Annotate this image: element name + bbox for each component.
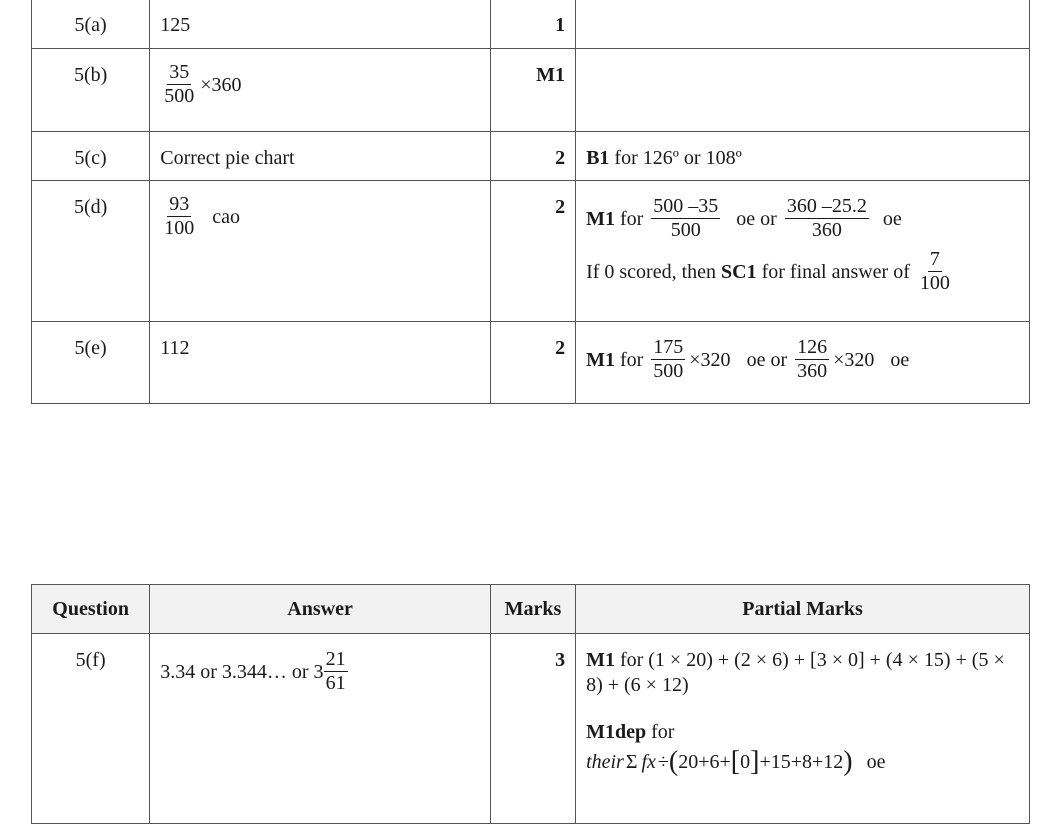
denominator: 100: [164, 217, 195, 239]
answer-text: 3.34 or 3.344… or 3: [160, 660, 324, 683]
answer-text: 125: [160, 14, 191, 36]
partial-marks-cell: [576, 322, 1030, 404]
marks-value: 2: [555, 147, 566, 169]
partial-text: for: [646, 721, 675, 743]
question-cell: [32, 322, 150, 404]
denominator: 100: [919, 272, 950, 294]
question-cell: [32, 49, 150, 132]
partial-marks-cell: [576, 181, 1030, 322]
table-row: [32, 132, 1030, 181]
fraction: [918, 248, 952, 295]
partial-line-1: [586, 336, 1019, 383]
question-cell: [32, 181, 150, 322]
header-answer: Answer: [150, 585, 491, 634]
divide-symbol: ÷: [657, 751, 669, 773]
answer-fraction: [324, 648, 348, 695]
question-number: 5(c): [74, 147, 107, 169]
partial-text: for: [619, 348, 644, 371]
denominator: 360: [797, 360, 828, 382]
mark-scheme-table-2: [31, 584, 1030, 824]
answer-cell: [150, 634, 491, 824]
partial-marks-cell: [576, 634, 1030, 824]
partial-text: for (1 × 20) + (2 × 6) + [3 × 0] + (4 × 15) + (5 × 8) + (6 × 12): [586, 649, 1005, 696]
mark-code: M1dep: [586, 721, 647, 743]
header-partial-marks: Partial Marks: [576, 585, 1030, 634]
fraction: [651, 195, 720, 242]
multiplier: ×320: [689, 348, 731, 371]
marks-value: 2: [555, 196, 566, 218]
mark-code: M1: [586, 649, 615, 671]
partial-text: oe or: [746, 348, 788, 371]
partial-line-1: [586, 648, 1019, 698]
marks-value: 2: [555, 337, 566, 359]
header-marks: Marks: [490, 585, 575, 634]
right-paren: ): [843, 746, 853, 777]
marks-value: 3: [555, 649, 566, 671]
answer-fraction: [162, 193, 196, 240]
partial-text: their: [586, 751, 624, 773]
question-number: 5(e): [74, 337, 107, 359]
marks-value: M1: [536, 64, 566, 86]
marks-cell: [490, 0, 575, 49]
partial-line-2: [586, 248, 1019, 295]
partial-text: oe or: [736, 207, 777, 230]
answer-cell: [150, 132, 491, 181]
mark-code: SC1: [721, 260, 757, 283]
question-cell: [32, 0, 150, 49]
partial-text: fx: [641, 751, 656, 773]
numerator: 35: [169, 61, 190, 83]
mark-scheme-table-1: [31, 0, 1030, 404]
marks-cell: [490, 132, 575, 181]
partial-text: +15+8+12: [759, 751, 844, 773]
table-row: [32, 322, 1030, 404]
numerator: 21: [325, 648, 346, 670]
left-paren: (: [668, 746, 679, 777]
question-number: 5(d): [73, 196, 108, 218]
mark-code: M1: [586, 207, 615, 230]
left-bracket: [: [730, 746, 741, 777]
denominator: 61: [325, 672, 346, 694]
header-question: Question: [32, 585, 150, 634]
answer-text: Correct pie chart: [160, 147, 295, 169]
table-row: [32, 0, 1030, 49]
partial-text: 20+6+: [678, 751, 731, 773]
numerator: 500 –35: [653, 195, 719, 217]
marks-value: 1: [555, 14, 566, 36]
table-row: [32, 49, 1030, 132]
fraction: [651, 336, 685, 383]
answer-cell: [150, 322, 491, 404]
question-cell: [32, 634, 150, 824]
denominator: 500: [164, 85, 195, 107]
partial-text: for: [619, 207, 644, 230]
marks-cell: [490, 634, 575, 824]
partial-text: oe: [866, 751, 886, 773]
table-header-row: [32, 585, 1030, 634]
answer-multiplier: ×360: [200, 73, 242, 96]
marks-cell: [490, 322, 575, 404]
mark-code: B1: [586, 147, 610, 169]
sigma-symbol: Σ: [625, 751, 638, 773]
denominator: 360: [811, 219, 842, 241]
denominator: 500: [653, 360, 684, 382]
partial-marks-cell: [576, 0, 1030, 49]
answer-fraction: [162, 61, 196, 108]
table-row: [32, 181, 1030, 322]
partial-marks-cell: [576, 132, 1030, 181]
question-cell: [32, 132, 150, 181]
numerator: 7: [929, 248, 940, 270]
partial-line-2: [586, 720, 1019, 744]
marks-cell: [490, 181, 575, 322]
partial-line-3: [586, 748, 1019, 776]
partial-text: for final answer of: [756, 260, 910, 283]
right-bracket: ]: [750, 746, 760, 777]
denominator: 500: [670, 219, 701, 241]
question-number: 5(f): [75, 649, 106, 671]
numerator: 175: [653, 336, 684, 358]
table-row: [32, 634, 1030, 824]
partial-text: 0: [740, 751, 751, 773]
numerator: 360 –25.2: [786, 195, 867, 217]
partial-text: for 126º or 108º: [609, 147, 742, 169]
answer-text: 112: [160, 337, 190, 359]
answer-cell: [150, 0, 491, 49]
answer-qualifier: cao: [212, 205, 240, 228]
answer-cell: [150, 49, 491, 132]
partial-text: oe: [882, 207, 902, 230]
fraction: [785, 195, 869, 242]
question-number: 5(a): [74, 14, 107, 36]
question-number: 5(b): [73, 64, 108, 86]
multiplier: ×320: [833, 348, 875, 371]
mark-code: M1: [586, 348, 615, 371]
partial-text: oe: [890, 348, 910, 371]
marks-cell: [490, 49, 575, 132]
partial-marks-cell: [576, 49, 1030, 132]
numerator: 93: [169, 193, 190, 215]
partial-line-1: [586, 195, 1019, 242]
fraction: [795, 336, 829, 383]
answer-cell: [150, 181, 491, 322]
numerator: 126: [797, 336, 828, 358]
partial-text: If 0 scored, then: [586, 260, 722, 283]
